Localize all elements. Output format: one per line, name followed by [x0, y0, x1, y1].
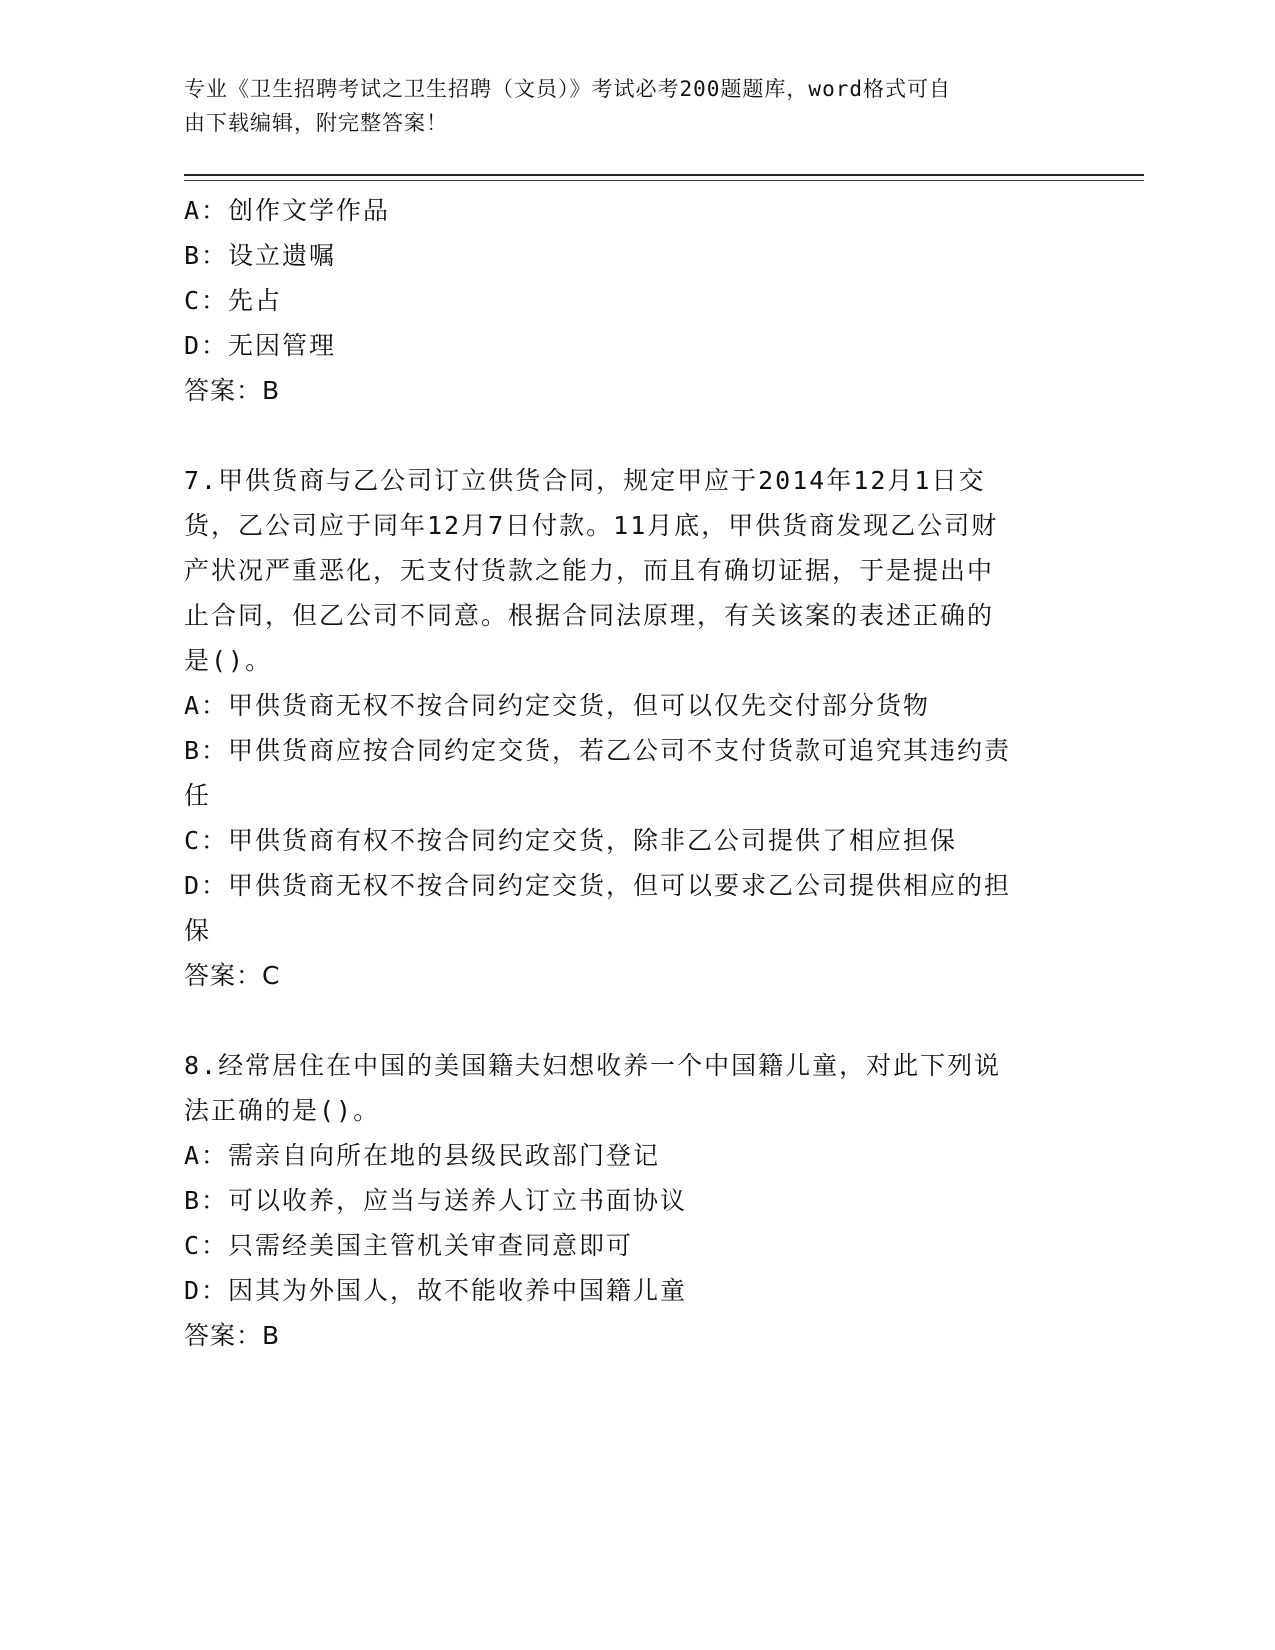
- question-spacer: [184, 998, 1074, 1043]
- option-a: A：创作文学作品: [184, 196, 391, 225]
- question-stem-line: 是()。: [184, 646, 273, 675]
- question-stem-line: 7.甲供货商与乙公司订立供货合同，规定甲应于2014年12月1日交: [184, 466, 986, 495]
- option-b-continued: 任: [184, 781, 212, 810]
- option-c: C：先占: [184, 286, 283, 315]
- option-b: B：设立遗嘱: [184, 241, 337, 270]
- question-6-options: [184, 188, 1074, 413]
- option-a: A：需亲自向所在地的县级民政部门登记: [184, 1141, 661, 1170]
- question-stem-line: 货，乙公司应于同年12月7日付款。11月底，甲供货商发现乙公司财: [184, 511, 999, 540]
- option-b: B：可以收养，应当与送养人订立书面协议: [184, 1186, 688, 1215]
- document-header: [184, 72, 1064, 140]
- question-stem-line: 法正确的是()。: [184, 1096, 381, 1125]
- answer-line: 答案：B: [184, 1321, 281, 1350]
- option-a: A：甲供货商无权不按合同约定交货，但可以仅先交付部分货物: [184, 691, 931, 720]
- option-d-continued: 保: [184, 916, 212, 945]
- option-d: D：因其为外国人，故不能收养中国籍儿童: [184, 1276, 688, 1305]
- option-d: D：甲供货商无权不按合同约定交货，但可以要求乙公司提供相应的担: [184, 871, 1012, 900]
- option-c: C：只需经美国主管机关审查同意即可: [184, 1231, 634, 1260]
- header-line-1: 专业《卫生招聘考试之卫生招聘（文员）》考试必考200题题库，word格式可自: [184, 77, 951, 101]
- option-c: C：甲供货商有权不按合同约定交货，除非乙公司提供了相应担保: [184, 826, 958, 855]
- question-spacer: [184, 413, 1074, 458]
- answer-line: 答案：C: [184, 961, 281, 990]
- option-b: B：甲供货商应按合同约定交货，若乙公司不支付货款可追究其违约责: [184, 736, 1012, 765]
- header-divider-thin: [184, 180, 1144, 181]
- question-7: [184, 458, 1074, 998]
- header-divider-thick: [184, 174, 1144, 176]
- header-line-2: 由下载编辑，附完整答案！: [184, 111, 448, 135]
- option-d: D：无因管理: [184, 331, 337, 360]
- question-content: [184, 188, 1074, 1358]
- question-stem-line: 产状况严重恶化，无支付货款之能力，而且有确切证据，于是提出中: [184, 556, 995, 585]
- question-stem-line: 8.经常居住在中国的美国籍夫妇想收养一个中国籍儿童，对此下列说: [184, 1051, 1002, 1080]
- question-stem-line: 止合同，但乙公司不同意。根据合同法原理，有关该案的表述正确的: [184, 601, 995, 630]
- question-8: [184, 1043, 1074, 1358]
- answer-line: 答案：B: [184, 376, 281, 405]
